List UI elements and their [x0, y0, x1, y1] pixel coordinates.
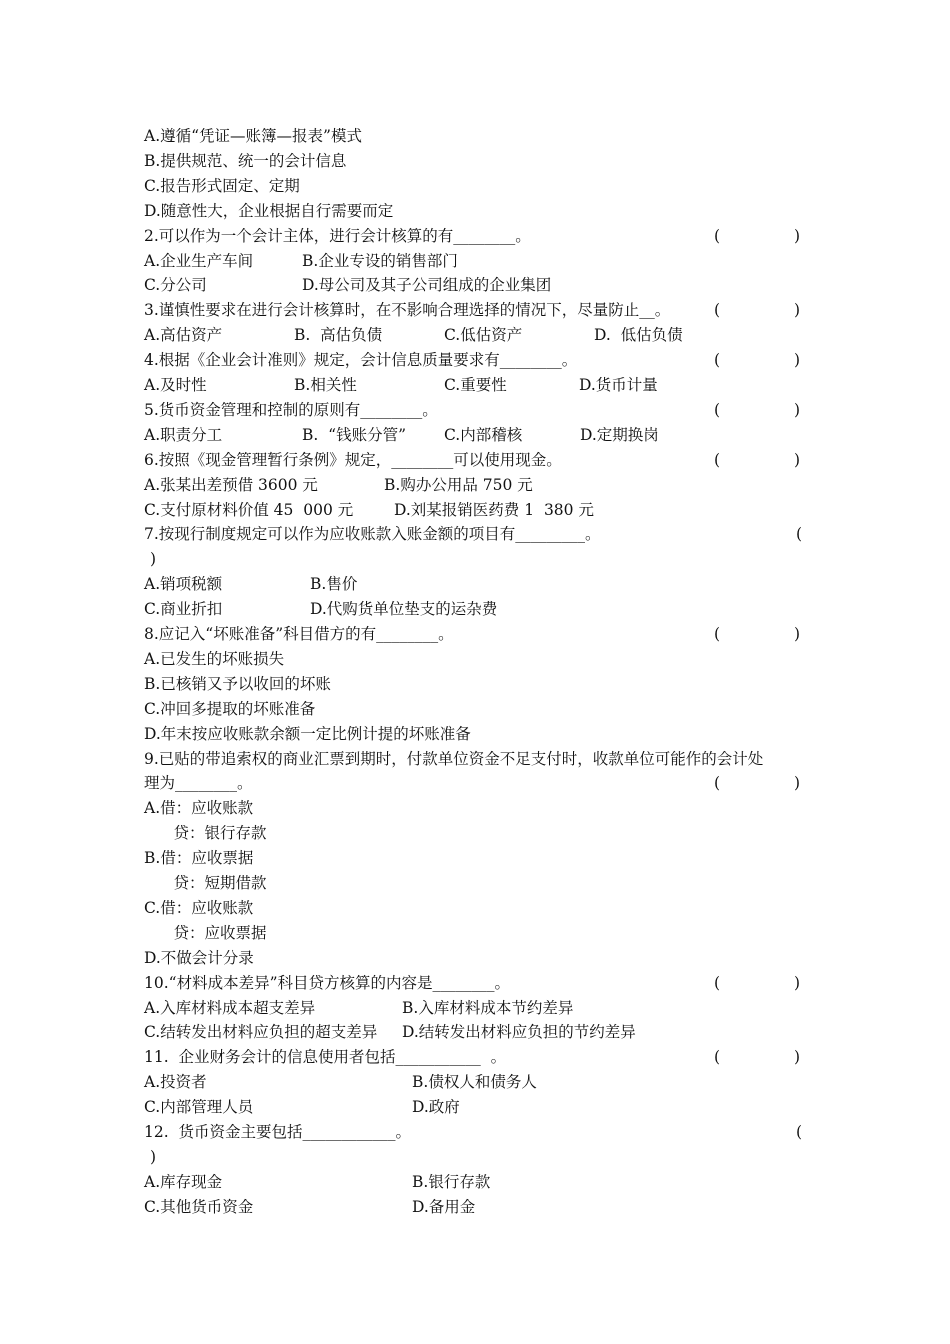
option-text: C.内部管理人员 — [144, 1098, 254, 1117]
paren-left: ( — [714, 351, 721, 370]
option-text: C.分公司 — [144, 276, 207, 295]
line-text: 4.根据《企业会计准则》规定，会计信息质量要求有________。 — [144, 351, 578, 370]
line-text: 11. 企业财务会计的信息使用者包括___________ 。 — [144, 1048, 507, 1067]
text-line — [144, 771, 844, 796]
option-text: C.支付原材料价值 45 000 元 — [144, 500, 354, 519]
option-text: A.及时性 — [144, 376, 207, 394]
paren-right: ) — [793, 351, 800, 370]
line-text: 10.“材料成本差异”科目贷方核算的内容是________。 — [144, 973, 510, 992]
options-line — [144, 996, 844, 1021]
text-line — [144, 199, 393, 224]
text-line — [144, 149, 346, 174]
option-text: B.售价 — [310, 575, 358, 594]
options-line — [144, 498, 844, 523]
line-text: 贷：银行存款 — [144, 824, 267, 843]
text-line — [144, 672, 331, 697]
line-text: D.随意性大，企业根据自行需要而定 — [144, 201, 394, 220]
option-text: A.投资者 — [144, 1073, 207, 1092]
text-line — [144, 522, 844, 547]
option-text: D.刘某报销医药费 1 380 元 — [394, 500, 594, 519]
option-text: B.银行存款 — [412, 1172, 491, 1191]
text-line — [144, 1045, 844, 1070]
text-line — [144, 846, 253, 871]
option-text: B.债权人和债务人 — [412, 1073, 537, 1092]
line-text: 12. 货币资金主要包括____________。 — [144, 1123, 412, 1141]
text-line — [144, 722, 471, 747]
options-line — [144, 1095, 844, 1120]
text-line — [144, 224, 844, 249]
line-text: 贷：应收票据 — [144, 923, 267, 942]
line-text: D.年末按应收账款余额一定比例计提的坏账准备 — [144, 724, 471, 743]
option-text: D.母公司及其子公司组成的企业集团 — [302, 276, 552, 295]
line-text: B.已核销又予以收回的坏账 — [144, 674, 331, 693]
option-text: A.高估资产 — [144, 326, 223, 345]
options-line — [144, 1170, 844, 1195]
text-line — [144, 971, 844, 996]
text-line — [144, 174, 300, 199]
paren-left: ( — [796, 1123, 803, 1141]
paren-left: ( — [714, 226, 721, 245]
text-line — [144, 124, 362, 149]
line-text: A.已发生的坏账损失 — [144, 649, 285, 668]
options-line — [144, 323, 844, 348]
options-line — [144, 423, 844, 448]
option-text: D.代购货单位垫支的运杂费 — [310, 600, 498, 619]
text-line — [144, 821, 267, 846]
options-line — [144, 473, 844, 498]
option-text: D.备用金 — [412, 1197, 476, 1216]
paren-right: ) — [793, 301, 800, 320]
option-text: D.政府 — [412, 1098, 460, 1117]
text-line — [144, 647, 284, 672]
line-text: C.借：应收账款 — [144, 898, 254, 917]
line-text: ) — [150, 550, 157, 569]
text-line — [144, 298, 844, 323]
options-line — [144, 249, 844, 274]
line-text: C.报告形式固定、定期 — [144, 176, 300, 195]
text-line — [144, 622, 844, 647]
line-text: B.提供规范、统一的会计信息 — [144, 151, 347, 170]
line-text: 8.应记入“坏账准备”科目借方的有________。 — [144, 625, 454, 643]
text-line — [144, 697, 315, 722]
text-line — [144, 1120, 844, 1145]
line-text: 3.谨慎性要求在进行会计核算时，在不影响合理选择的情况下，尽量防止__。 — [144, 301, 671, 320]
option-text: A.销项税额 — [144, 575, 223, 594]
paren-left: ( — [796, 525, 803, 544]
line-text: D.不做会计分录 — [144, 948, 254, 967]
paren-right: ) — [793, 625, 800, 643]
line-text: 6.按照《现金管理暂行条例》规定，________可以使用现金。 — [144, 450, 562, 469]
option-text: A.库存现金 — [144, 1172, 223, 1191]
paren-left: ( — [714, 400, 721, 419]
option-text: A.入库材料成本超支差异 — [144, 998, 316, 1017]
options-line — [144, 597, 844, 622]
paren-left: ( — [714, 973, 721, 992]
text-line — [144, 896, 253, 921]
paren-left: ( — [714, 301, 721, 320]
text-line — [150, 547, 156, 572]
line-text: ) — [150, 1147, 157, 1166]
option-text: B. 高估负债 — [294, 326, 383, 345]
option-text: D. 低估负债 — [594, 326, 683, 345]
text-line — [144, 398, 844, 423]
options-line — [144, 572, 844, 597]
option-text: D.定期换岗 — [580, 425, 659, 444]
option-text: C.其他货币资金 — [144, 1197, 254, 1216]
option-text: C.内部稽核 — [444, 425, 523, 444]
paren-right: ) — [793, 400, 800, 419]
line-text: C.冲回多提取的坏账准备 — [144, 699, 316, 718]
line-text: 7.按现行制度规定可以作为应收账款入账金额的项目有_________。 — [144, 525, 601, 544]
text-line — [150, 1145, 156, 1170]
options-line — [144, 273, 844, 298]
text-line — [144, 946, 254, 971]
paren-right: ) — [793, 1048, 800, 1067]
paren-right: ) — [793, 450, 800, 469]
option-text: C.重要性 — [444, 376, 507, 394]
text-line — [144, 448, 844, 473]
paren-right: ) — [793, 226, 800, 245]
option-text: A.企业生产车间 — [144, 251, 254, 270]
options-line — [144, 1070, 844, 1095]
options-line — [144, 1195, 844, 1220]
option-text: B. “钱账分管” — [302, 425, 407, 444]
options-line — [144, 1020, 844, 1045]
text-line — [144, 796, 253, 821]
paren-left: ( — [714, 450, 721, 469]
option-text: A.职责分工 — [144, 425, 223, 444]
line-text: 9.已贴的带追索权的商业汇票到期时，付款单位资金不足支付时，收款单位可能作的会计处 — [144, 749, 764, 768]
options-line — [144, 373, 844, 398]
line-text: 贷：短期借款 — [144, 874, 267, 892]
line-text: 理为________。 — [144, 774, 253, 793]
line-text: A.遵循“凭证—账簿—报表”模式 — [144, 127, 362, 145]
text-line — [144, 348, 844, 373]
paren-right: ) — [793, 973, 800, 992]
line-text: 5.货币资金管理和控制的原则有________。 — [144, 400, 438, 419]
text-line — [144, 871, 267, 896]
option-text: B.企业专设的销售部门 — [302, 251, 458, 270]
paren-left: ( — [714, 1048, 721, 1067]
paren-left: ( — [714, 625, 721, 643]
option-text: B.入库材料成本节约差异 — [402, 998, 574, 1017]
paren-left: ( — [714, 774, 721, 793]
text-line — [144, 747, 763, 772]
paren-right: ) — [793, 774, 800, 793]
option-text: C.结转发出材料应负担的超支差异 — [144, 1023, 378, 1042]
option-text: D.结转发出材料应负担的节约差异 — [402, 1023, 636, 1042]
line-text: 2.可以作为一个会计主体，进行会计核算的有________。 — [144, 226, 531, 245]
text-line — [144, 921, 267, 946]
option-text: D.货币计量 — [579, 376, 658, 394]
line-text: A.借：应收账款 — [144, 799, 254, 818]
option-text: B.购办公用品 750 元 — [384, 475, 533, 494]
option-text: C.低估资产 — [444, 326, 523, 345]
option-text: C.商业折扣 — [144, 600, 223, 619]
option-text: B.相关性 — [294, 376, 357, 394]
option-text: A.张某出差预借 3600 元 — [144, 475, 318, 494]
line-text: B.借：应收票据 — [144, 849, 254, 868]
